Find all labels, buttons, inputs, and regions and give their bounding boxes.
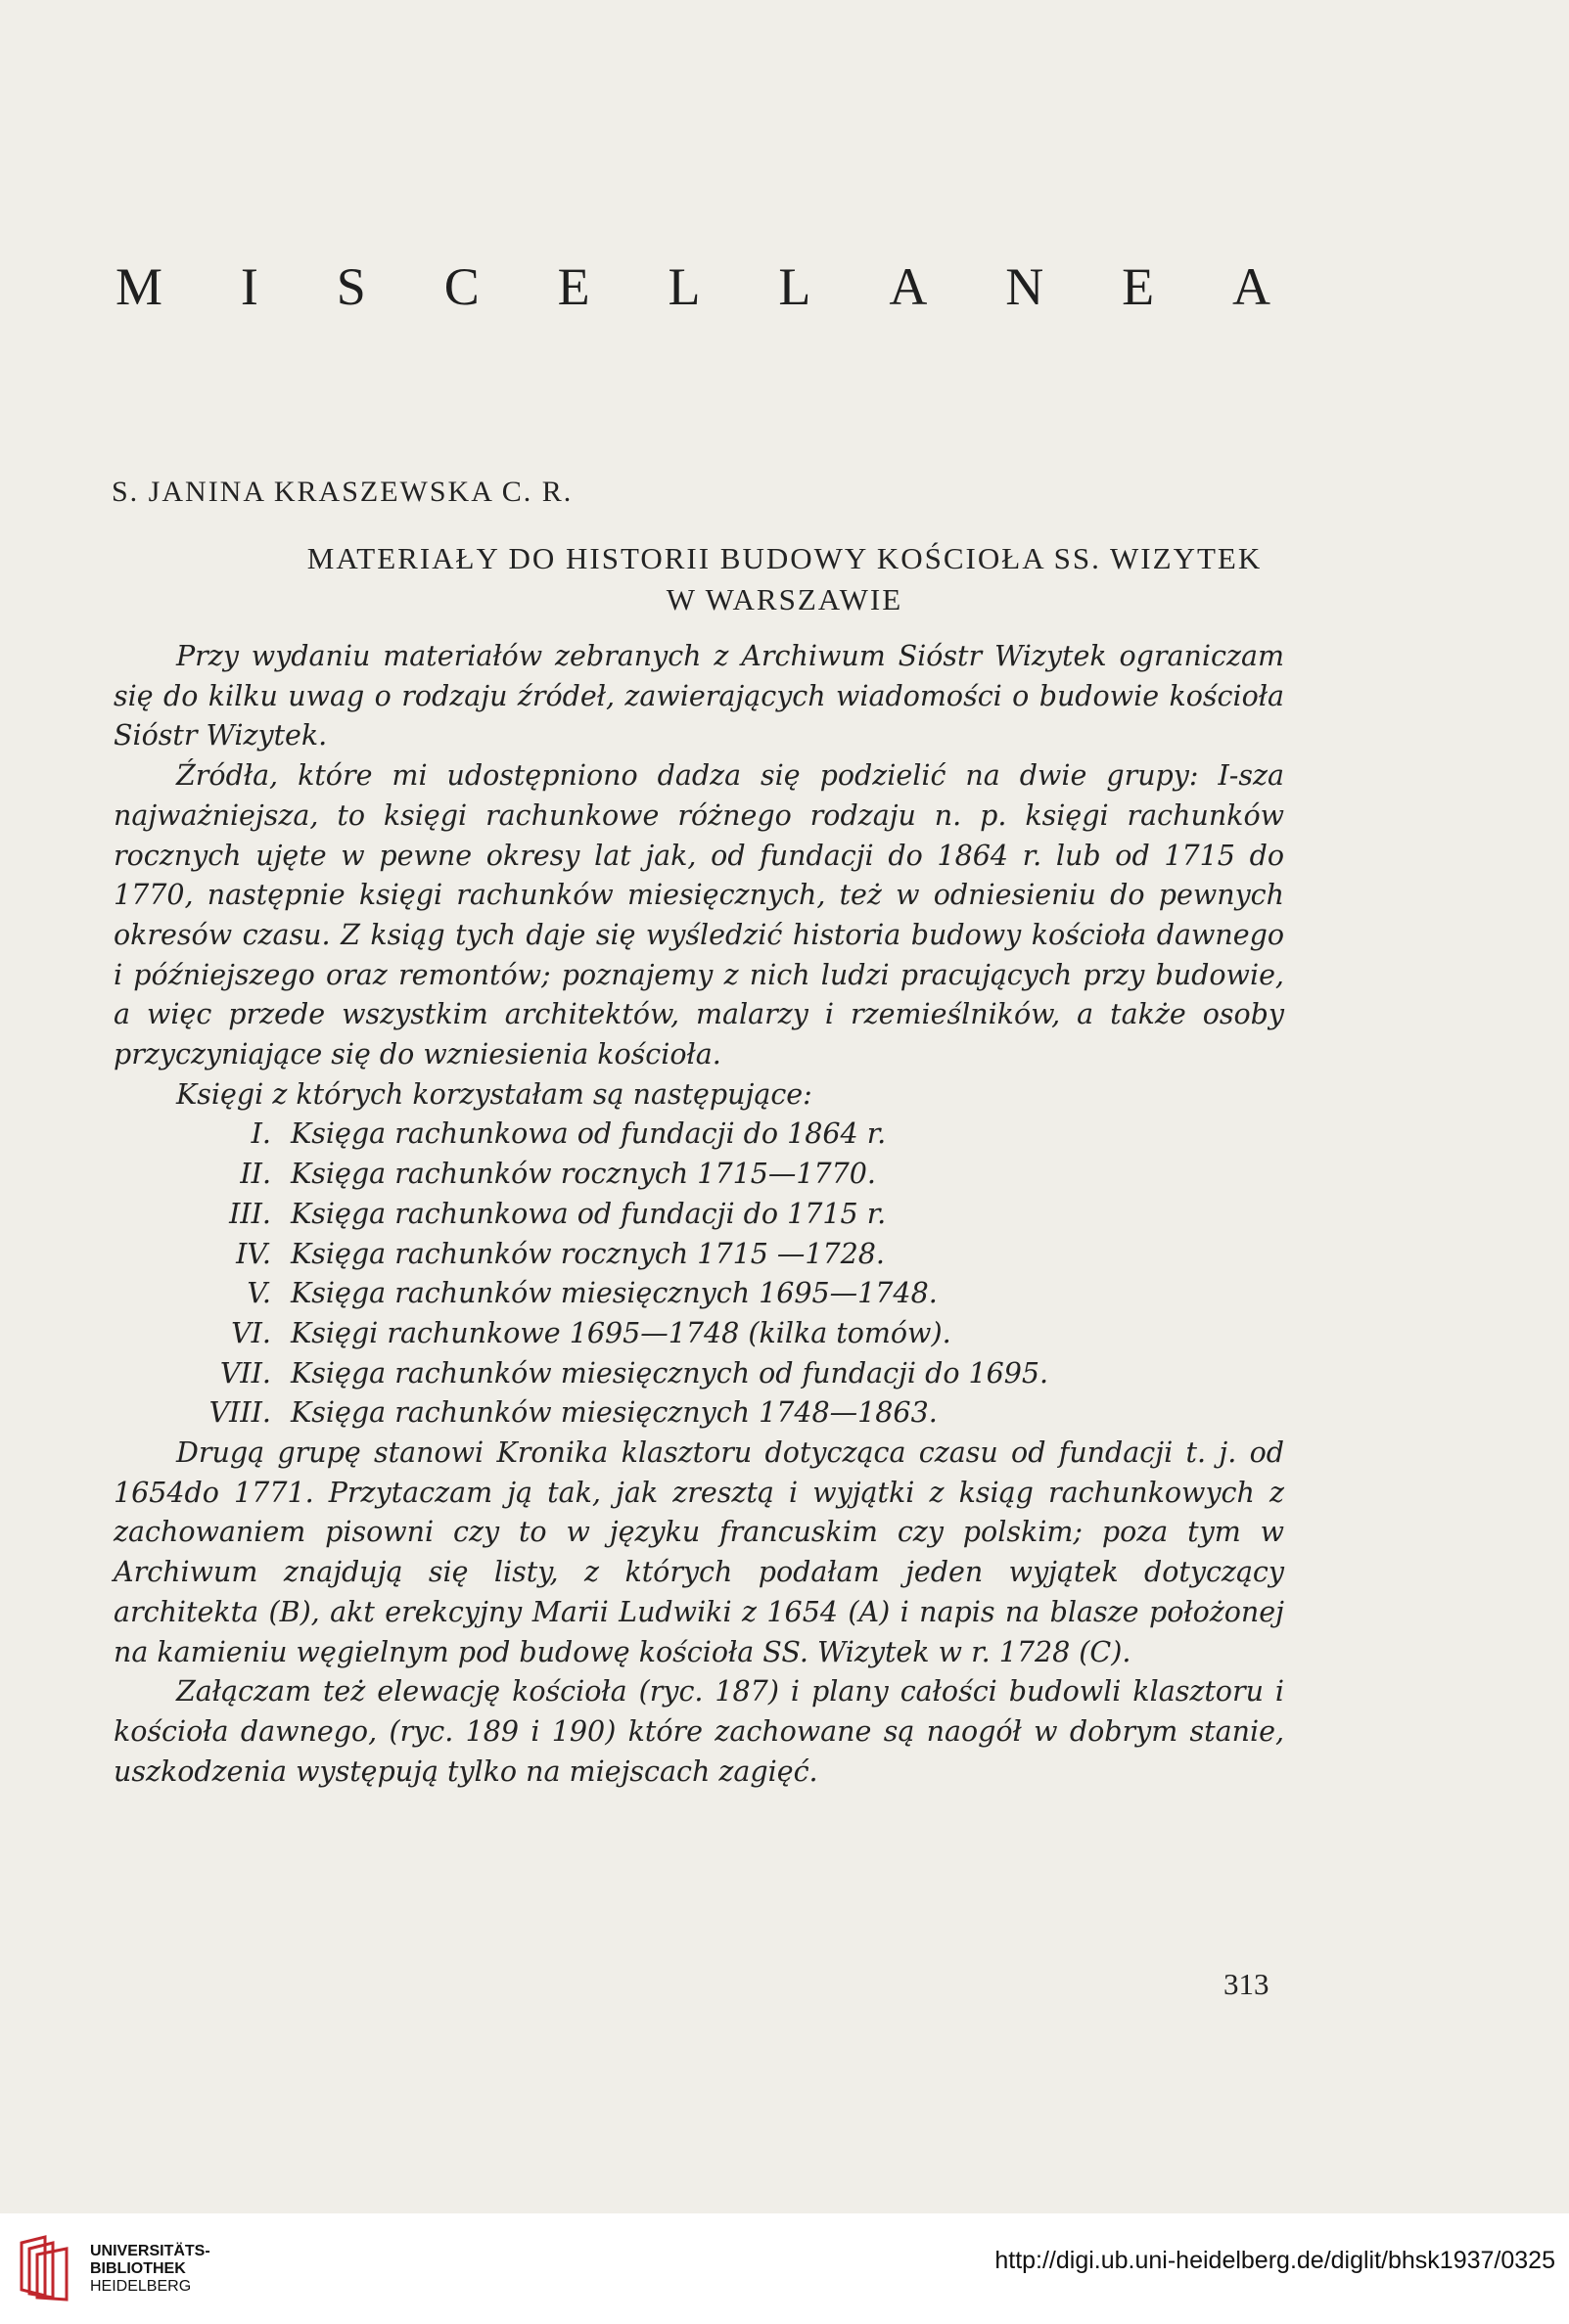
article-title: [0, 538, 1569, 620]
heading-letter: E: [1122, 257, 1155, 316]
library-name: UNIVERSITÄTS- BIBLIOTHEK HEIDELBERG: [90, 2243, 210, 2295]
list-item: II. Księga rachunków rocznych 1715—1770.: [240, 1158, 876, 1191]
list-item: VII. Księga rachunków miesięcznych od fundacji do 1695.: [219, 1356, 1049, 1390]
list-item: I. Księga rachunkowa od fundacji do 1864 r.: [251, 1117, 887, 1151]
paragraph-5: Załączam też elewację kościoła (ryc. 187) i plany całości budowli klasztoru i kościoła dawnego, (ryc. 189 i 190) które zachowane są naogół w dobrym stanie, uszkodzenia występują tylko na miejscach zagięć.: [114, 1675, 1284, 1788]
paragraph-2: Źródła, które mi udostępniono dadza się podzielić na dwie grupy: I-sza najważniejsza, to księgi rachunkowe różnego rodzaju n. p. księgi rachunków rocznych ujęte w pewne okresy lat jak, od fundacji do 1864 r. lub od 1715 do 1770, następnie księgi rachunków miesięcznych, też w odniesieniu do pewnych okresów czasu. Z ksiąg tych daje się wyśledzić historia budowy kościoła dawnego i późniejszego oraz remontów; poznajemy z nich ludzi pracujących przy budowie, a więc przede wszystkim architektów, malarzy i rzemieślników, a także osoby przyczyniające się do wzniesienia kościoła.: [114, 759, 1284, 1071]
list-item: VIII. Księga rachunków miesięcznych 1748—1863.: [208, 1396, 938, 1430]
heading-letter: L: [778, 257, 811, 316]
list-item: III. Księga rachunkowa od fundacji do 1715 r.: [229, 1197, 887, 1230]
sources-list: [114, 1115, 1284, 1434]
ub-heidelberg-logo-icon: [16, 2233, 72, 2301]
heading-letter: L: [668, 257, 701, 316]
heading-letter: C: [443, 257, 480, 316]
list-item: IV. Księga rachunków rocznych 1715 —1728.: [236, 1237, 885, 1270]
source-url-link[interactable]: http://digi.ub.uni-heidelberg.de/diglit/bhsk1937/0325: [994, 2247, 1555, 2274]
heading-letter: E: [557, 257, 590, 316]
heading-letter: N: [1005, 257, 1044, 316]
article-body: [114, 637, 1284, 1792]
section-heading: [115, 256, 1270, 317]
heading-letter: S: [336, 257, 366, 316]
heading-letter: M: [115, 257, 163, 316]
list-item: VI. Księgi rachunkowe 1695—1748 (kilka tomów).: [231, 1316, 951, 1349]
list-item: V. Księga rachunków miesięcznych 1695—1748.: [247, 1277, 938, 1310]
paragraph-4: Drugą grupę stanowi Kronika klasztoru dotycząca czasu od fundacji t. j. od 1654do 1771. Przytaczam ją tak, jak zresztą i wyjątki z ksiąg rachunkowych z zachowaniem pisowni czy to w języku francuskim czy polskim; poza tym w Archiwum znajdują się listy, z których podałam jeden wyjątek dotyczący architekta (B), akt erekcyjny Marii Ludwiki z 1654 (A) i napis na blasze położonej na kamieniu węgielnym pod budowę kościoła SS. Wizytek w r. 1728 (C).: [114, 1436, 1284, 1668]
heading-letter: A: [889, 257, 928, 316]
paragraph-3: Księgi z których korzystałam są następujące:: [176, 1077, 812, 1111]
title-line-1: MATERIAŁY DO HISTORII BUDOWY KOŚCIOŁA SS. WIZYTEK: [306, 541, 1263, 575]
title-line-2: W WARSZAWIE: [666, 582, 903, 616]
page-number: 313: [1223, 1967, 1269, 2001]
author-line: S. JANINA KRASZEWSKA C. R.: [112, 476, 574, 508]
heading-letter: A: [1231, 257, 1270, 316]
paragraph-1: Przy wydaniu materiałów zebranych z Archiwum Sióstr Wizytek ograniczam się do kilku uwag o rodzaju źródeł, zawierających wiadomości o budowie kościoła Sióstr Wizytek.: [114, 640, 1284, 752]
footer-bar: [0, 2213, 1569, 2324]
heading-letter: I: [240, 257, 258, 316]
